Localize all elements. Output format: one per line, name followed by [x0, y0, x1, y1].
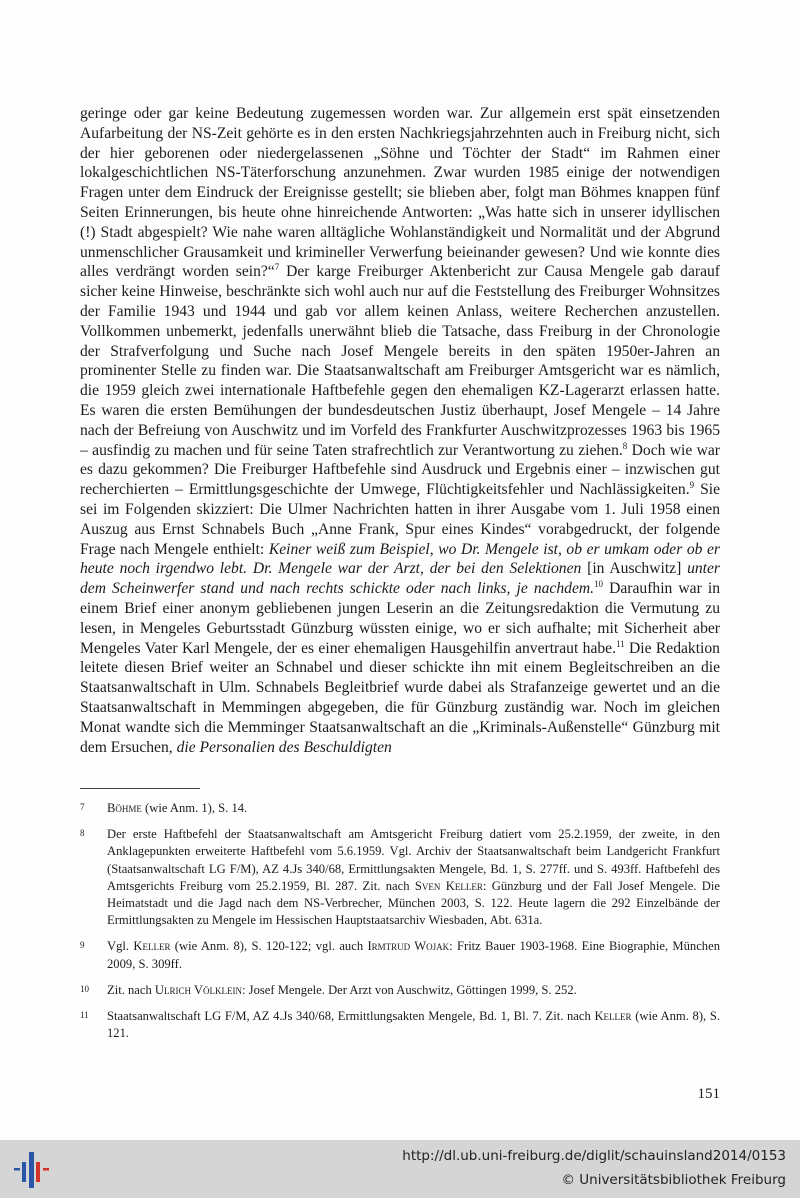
- footnote-8: [80, 826, 720, 929]
- footnote-11: [80, 1008, 720, 1042]
- footnote-body: Zit. nach: [107, 982, 155, 997]
- footnote-body: : Josef Mengele. Der Arzt von Auschwitz, Göttingen 1999, S. 252.: [242, 982, 577, 997]
- text-segment: Daraufhin war in einem Brief einer anonym gebliebenen jungen Leserin an die Zeitungsredaktion die Vermutung zu lesen, in Mengeles Geburtsstadt Günzburg wüssten einige, wo er sich aufhalte; mit Sicherheit aber Mengeles Vater Karl Mengele, der es einer ehemaligen Hausgehilfin anvertraut habe.: [80, 580, 720, 657]
- footnote-number: 7: [80, 802, 85, 812]
- main-paragraph: [80, 104, 720, 757]
- footnote-text: [107, 1008, 720, 1042]
- footnote-body: : Fritz Bauer 1903-1968. Eine Biographie, München 2009, S. 309ff.: [107, 939, 720, 971]
- author-name: Keller: [133, 939, 171, 954]
- author-name: Keller: [594, 1009, 632, 1024]
- footnote-body: Staatsanwaltschaft LG F/M, AZ 4.Js 340/68, Ermittlungsakten Mengele, Bd. 1, Bl. 7. Zit. nach: [107, 1009, 595, 1024]
- footnote-7: [80, 800, 720, 817]
- footnote-body: Vgl.: [107, 939, 134, 954]
- footnote-divider: [80, 788, 200, 789]
- footnote-body: : Günzburg und der Fall Josef Mengele. Die Heimatstadt und die Jagd nach dem NS-Verbrecher, München 2003, S. 122. Heute lagern die 292 Einzelbände der Ermittlungsakten zu Mengele im Hessischen Hauptstaatsarchiv Wiesbaden, Abt. 631a.: [107, 878, 720, 928]
- footnote-body: (wie Anm. 1), S. 14.: [141, 801, 248, 815]
- footnote-text: [107, 982, 720, 999]
- author-name: Ulrich Völklein: [154, 982, 243, 997]
- footnote-number: 8: [80, 828, 85, 839]
- copyright-notice: © Universitätsbibliothek Freiburg: [561, 1172, 786, 1188]
- text-segment: Sie sei im Folgenden skizziert: Die Ulmer Nachrichten hatten in ihrer Ausgabe vom 1. Juli 1958 einen Auszug aus Ernst Schnabels Buch „Anne Frank, Spur eines Kindes“ vorabgedruckt, der folgende Frage nach Mengele enthielt:: [80, 481, 720, 558]
- footnote-number: 9: [80, 940, 85, 951]
- italic-quote: die Personalien des Beschuldigten: [176, 738, 392, 756]
- main-text: [80, 104, 720, 757]
- footnote-body: (wie Anm. 8), S. 120-122; vgl. auch: [170, 939, 368, 954]
- italic-quote: Keiner weiß zum Beispiel, wo Dr. Mengele ist, ob er umkam oder ob er heute noch irgendwo lebt. Dr. Mengele war der Arzt, der bei den Selektionen: [80, 540, 720, 578]
- footnote-number: 11: [80, 1010, 89, 1021]
- author-name: Irmtrud Wojak: [367, 939, 450, 954]
- author-name: Sven Keller: [414, 878, 483, 893]
- text-segment: Der karge Freiburger Aktenbericht zur Causa Mengele gab darauf sicher keine Hinweise, beschränkte sich wohl auch nur auf die Feststellung des Freiburger Wohnsitzes der Familie 1943 und 1944 und gab vor allem keinen Anlass, weitere Recherchen anzustellen. Vollkommen unbemerkt, jedenfalls unerwähnt blieb die Tatsache, dass Freiburg in der Chronologie der Strafverfolgung und Suche nach Josef Mengele bereits in den späten 1950er-Jahren an prominenter Stelle zu finden war. Die Staatsanwaltschaft am Freiburger Amtsgericht war es nämlich, die 1959 gleich zwei internationale Haftbefehle gegen den ehemaligen KZ-Lagerarzt erlassen hatte. Es waren die ersten Bemühungen der bundesdeutschen Justiz überhaupt, Josef Mengele – 14 Jahre nach der Befreiung von Auschwitz und im Vorfeld des Frankfurter Auschwitzprozesses 1963 bis 1965 – ausfindig zu machen und für seine Taten strafrechtlich zur Verantwortung zu ziehen.: [80, 263, 720, 459]
- footnote-text: [107, 800, 720, 817]
- footnote-ref-10[interactable]: 10: [594, 578, 604, 589]
- ub-freiburg-logo-icon[interactable]: [12, 1148, 52, 1190]
- footnote-text: [107, 826, 720, 929]
- author-name: Böhme: [107, 801, 142, 815]
- footnote-text: [107, 938, 720, 972]
- footnote-body: Der erste Haftbefehl der Staatsanwaltschaft am Amtsgericht Freiburg datiert vom 25.2.1959, der zweite, in den Anklagepunkten erweiterte Haftbefehl vom 5.6.1959. Vgl. Archiv der Staatsanwaltschaft beim Landgericht Frankfurt (Staatsanwaltschaft LG F/M), AZ 4.Js 340/68, Ermittlungsakten Mengele, Bd. 1, S. 277ff. und S. 493ff. Haftbefehl des Amtsgerichts Freiburg vom 25.2.1959, Bl. 287. Zit. nach: [107, 827, 720, 893]
- footnote-body: (wie Anm. 8), S. 121.: [107, 1009, 720, 1041]
- text-segment: geringe oder gar keine Bedeutung zugemessen worden war. Zur allgemein erst spät einsetzenden Aufarbeitung der NS-Zeit gehörte es in den ersten Nachkriegsjahrzehnten auch in Freiburg nicht, sich der hier geborenen oder niedergelassenen „Söhne und Töchter der Stadt“ im Rahmen einer lokalgeschichtlichen NS-Täterforschung anzunehmen. Zwar wurden 1985 einige der notwendigen Fragen unter dem Eindruck der Ereignisse gestellt; sie blieben aber, folgt man Böhmes knappen fünf Seiten Erinnerungen, bis heute ohne hinreichende Antworten: „Was hatte sich in unserer idyllischen (!) Stadt abgespielt? Wie nahe waren alltägliche Wohlanständigkeit und Normalität und der Abgrund unmenschlicher Grausamkeit und krimineller Verwerfung beieinander gewesen? Und wie konnte dies alles verdrängt worden sein?“: [80, 105, 720, 281]
- footnote-number: 10: [80, 983, 89, 994]
- footnote-ref-7[interactable]: 7: [274, 262, 280, 273]
- footnotes: [80, 800, 720, 1051]
- footnote-10: [80, 982, 720, 999]
- document-url[interactable]: http://dl.ub.uni-freiburg.de/diglit/schauinsland2014/0153: [402, 1148, 786, 1164]
- bracket-insert: [in Auschwitz]: [581, 560, 688, 578]
- page-number: 151: [697, 1086, 720, 1102]
- text-segment: Doch wie war es dazu gekommen? Die Freiburger Haftbefehle sind Ausdruck und Ergebnis einer – inzwischen gut recherchierten – Ermittlungsgeschichte der Umwege, Flüchtigkeitsfehler und Nachlässigkeiten.: [80, 441, 720, 499]
- footnote-ref-9[interactable]: 9: [689, 479, 695, 490]
- footnote-9: [80, 938, 720, 972]
- text-segment: Die Redaktion leitete diesen Brief weiter an Schnabel und dieser schickte ihn mit einem Begleitschreiben an die Staatsanwaltschaft in Ulm. Schnabels Begleitbrief wurde dabei als Strafanzeige gewertet und an die Staatsanwaltschaft in Memmingen abgegeben, die für Günzburg zuständig war. Noch im gleichen Monat wandte sich die Memminger Staatsanwaltschaft an die „Kriminals-Außenstelle“ Günzburg mit dem Ersuchen,: [80, 639, 720, 756]
- library-footer-bar: [0, 1140, 800, 1198]
- footnote-ref-11[interactable]: 11: [615, 638, 625, 649]
- footnote-ref-8[interactable]: 8: [622, 440, 628, 451]
- italic-quote: unter dem Scheinwerfer stand und nach rechts schickte oder nach links, je nachdem.: [80, 560, 720, 598]
